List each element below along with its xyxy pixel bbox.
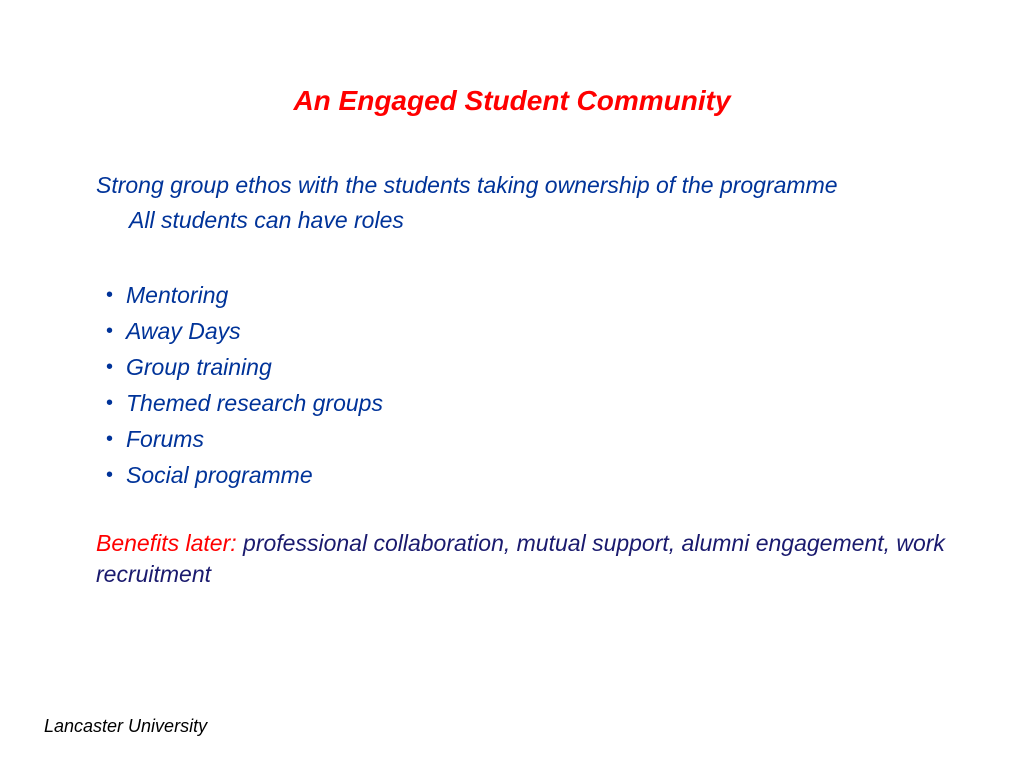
bullet-icon: • — [106, 320, 114, 342]
bullet-label: Away Days — [126, 318, 241, 344]
footer-institution: Lancaster University — [44, 716, 208, 736]
bullet-icon: • — [106, 284, 114, 306]
bullet-icon: • — [106, 428, 114, 450]
bullet-item-group-training — [106, 349, 383, 385]
bullet-label: Forums — [126, 426, 204, 452]
bullet-item-forums — [106, 421, 383, 457]
benefits-lead: Benefits later: — [96, 530, 237, 556]
bullet-item-social-programme — [106, 457, 383, 493]
bullet-item-mentoring — [106, 277, 383, 313]
benefits-text: professional collaboration, mutual support, alumni engagement, work recruitment — [96, 530, 945, 587]
slide-title: An Engaged Student Community — [293, 85, 731, 116]
bullet-icon: • — [106, 392, 114, 414]
bullet-label: Group training — [126, 354, 272, 380]
bullet-item-away-days — [106, 313, 383, 349]
bullet-item-themed-research-groups — [106, 385, 383, 421]
bullet-label: Themed research groups — [126, 390, 383, 416]
intro-text: Strong group ethos with the students taking ownership of the programme — [96, 172, 838, 198]
roles-bullet-list — [106, 277, 383, 493]
bullet-label: Mentoring — [126, 282, 229, 308]
bullet-icon: • — [106, 356, 114, 378]
benefits-paragraph — [96, 528, 996, 590]
roles-subline: All students can have roles — [129, 207, 404, 233]
bullet-label: Social programme — [126, 462, 313, 488]
bullet-icon: • — [106, 464, 114, 486]
